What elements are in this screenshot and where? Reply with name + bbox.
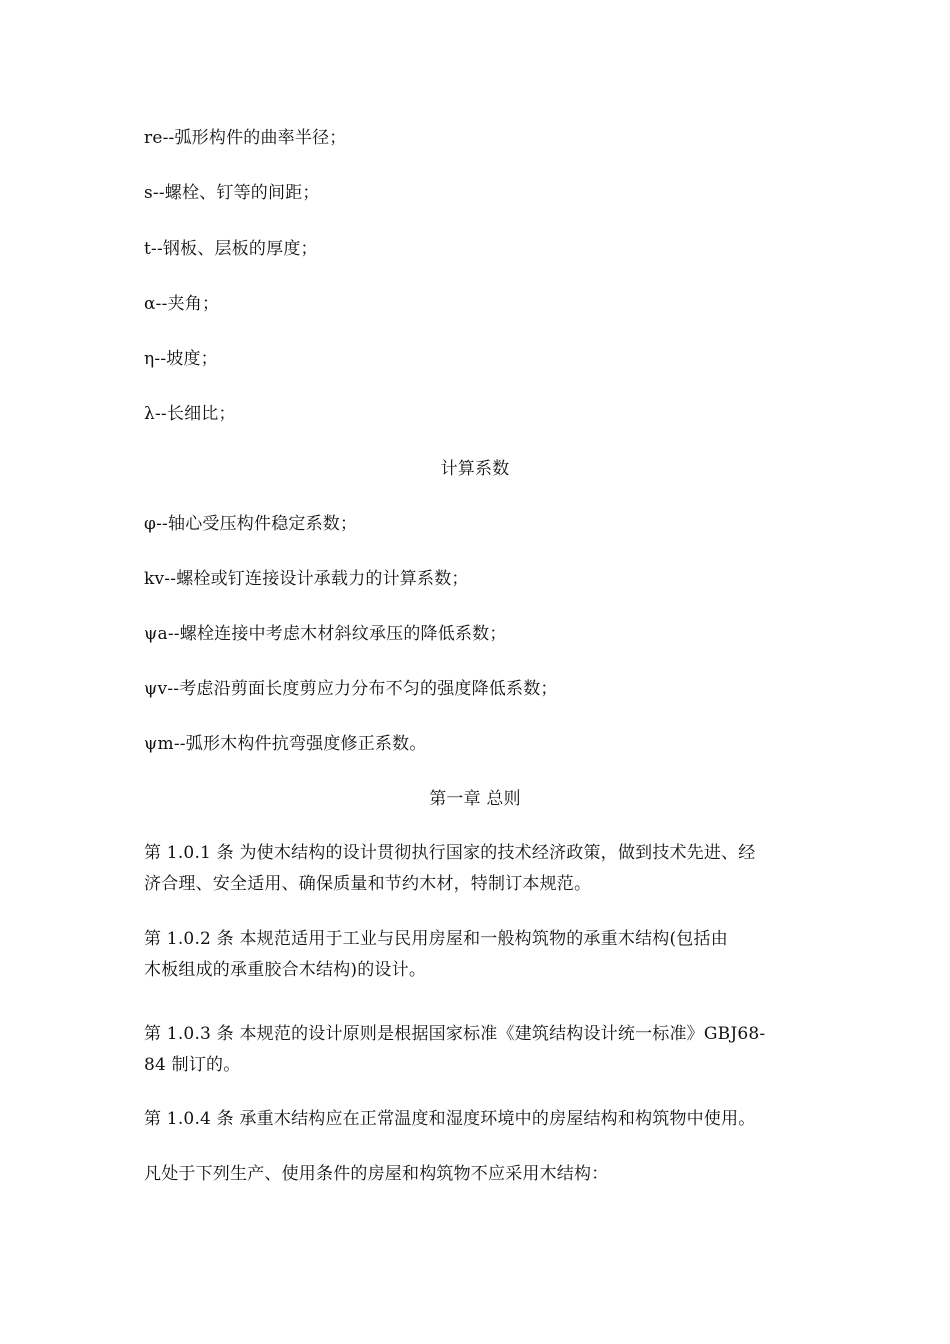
symbol-lambda: λ--长细比； [144, 404, 236, 424]
article-1-0-1-line2: 济合理、安全适用、确保质量和节约木材，特制订本规范。 [144, 874, 592, 894]
article-1-0-1-line1: 第 1.0.1 条 为使木结构的设计贯彻执行国家的技术经济政策，做到技术先进、经 [144, 843, 756, 863]
symbol-t: t--钢板、层板的厚度； [144, 239, 318, 259]
article-1-0-2-line1: 第 1.0.2 条 本规范适用于工业与民用房屋和一般构筑物的承重木结构(包括由 [144, 929, 728, 949]
article-1-0-2-line2: 木板组成的承重胶合木结构)的设计。 [144, 960, 427, 980]
coefficient-kv: kv--螺栓或钉连接设计承载力的计算系数； [144, 569, 469, 589]
symbol-eta: η--坡度； [144, 349, 218, 369]
symbol-s: s--螺栓、钉等的间距； [144, 183, 320, 203]
closing-paragraph: 凡处于下列生产、使用条件的房屋和构筑物不应采用木结构： [144, 1164, 609, 1184]
article-1-0-2 [144, 929, 824, 991]
article-1-0-3-line2: 84 制订的。 [144, 1055, 241, 1075]
article-1-0-4: 第 1.0.4 条 承重木结构应在正常温度和湿度环境中的房屋结构和构筑物中使用。 [144, 1109, 756, 1129]
article-1-0-1 [144, 843, 824, 905]
section-heading-coefficients: 计算系数 [440, 459, 510, 479]
article-1-0-3-line1: 第 1.0.3 条 本规范的设计原则是根据国家标准《建筑结构设计统一标准》GBJ68- [144, 1024, 766, 1044]
coefficient-phi: φ--轴心受压构件稳定系数； [144, 514, 358, 534]
symbol-alpha: α--夹角； [144, 294, 220, 314]
coefficient-psi-a: ψa--螺栓连接中考虑木材斜纹承压的降低系数； [144, 624, 507, 644]
chapter-heading: 第一章 总则 [429, 789, 521, 809]
symbol-re: re--弧形构件的曲率半径； [144, 128, 347, 148]
coefficient-psi-v: ψv--考虑沿剪面长度剪应力分布不匀的强度降低系数； [144, 679, 558, 699]
coefficient-psi-m: ψm--弧形木构件抗弯强度修正系数。 [144, 734, 427, 754]
article-1-0-3 [144, 1024, 824, 1086]
